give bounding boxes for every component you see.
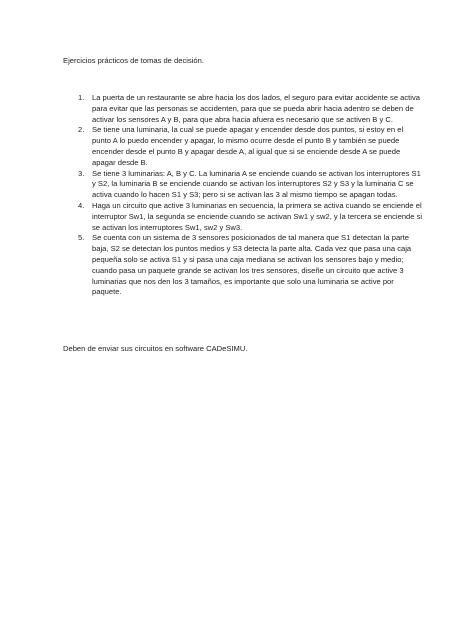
exercise-number: 4. [78,200,85,210]
exercise-number: 2. [78,125,85,135]
exercise-text: La puerta de un restaurante se abre hacia los dos lados, el seguro para evitar accidente se activa para evitar que las personas se accidenten, para que se pueda abrir hacia adentro se deben de activar los sensores A y B, para que abra hacia afuera es necesario que se activen B y C. [92,93,420,124]
exercise-list [63,93,423,298]
exercise-item-1 [63,93,423,125]
submission-note: Deben de enviar sus circuitos en software CADeSIMU. [63,344,248,353]
document-title: Ejercicios prácticos de tomas de decisión. [63,56,204,65]
exercise-item-5 [63,233,423,298]
exercise-number: 3. [78,168,85,178]
exercise-text: Se tiene una luminaria, la cual se puede apagar y encender desde dos puntos, si estoy en el punto A lo puedo encender y apagar, lo mismo ocurre desde el punto B y también se puede encender desde el punto B y apagar desde A, al igual que si se enciende desde A se puede apagar desde B. [92,125,404,167]
exercise-item-4 [63,201,423,233]
exercise-number: 5. [78,233,85,243]
exercise-text: Se tiene 3 luminarias: A, B y C. La luminaria A se enciende cuando se activan los interruptores S1 y S2, la luminaria B se enciende cuando se activan los interruptores S2 y S3 y la luminaria C se activa cuando lo hacen S1 y S3; pero si se activan las 3 al mismo tiempo se apagan todas. [92,168,421,200]
exercise-item-3 [63,169,423,201]
exercise-number: 1. [78,93,85,102]
exercise-text: Se cuenta con un sistema de 3 sensores posicionados de tal manera que S1 detectan la parte baja, S2 se detectan los puntos medios y S3 detecta la parte alta. Cada vez que pasa una caja pequeña solo se activa S1 y si pasa una caja mediana se activan los sensores bajo y medio; cuando pasa un paquete grande se activan los tres sensores, diseñe un circuito que active 3 luminarias que nos den los 3 tamaños, es importante que solo una luminaria se active por paquete. [92,233,412,297]
exercise-item-2 [63,125,423,168]
exercise-text: Haga un circuito que active 3 luminarias en secuencia, la primera se activa cuando se enciende el interruptor Sw1, la segunda se enciende cuando se activan Sw1 y sw2, y la tercera se enciende si se activan los interruptores Sw1, sw2 y Sw3. [92,200,423,232]
